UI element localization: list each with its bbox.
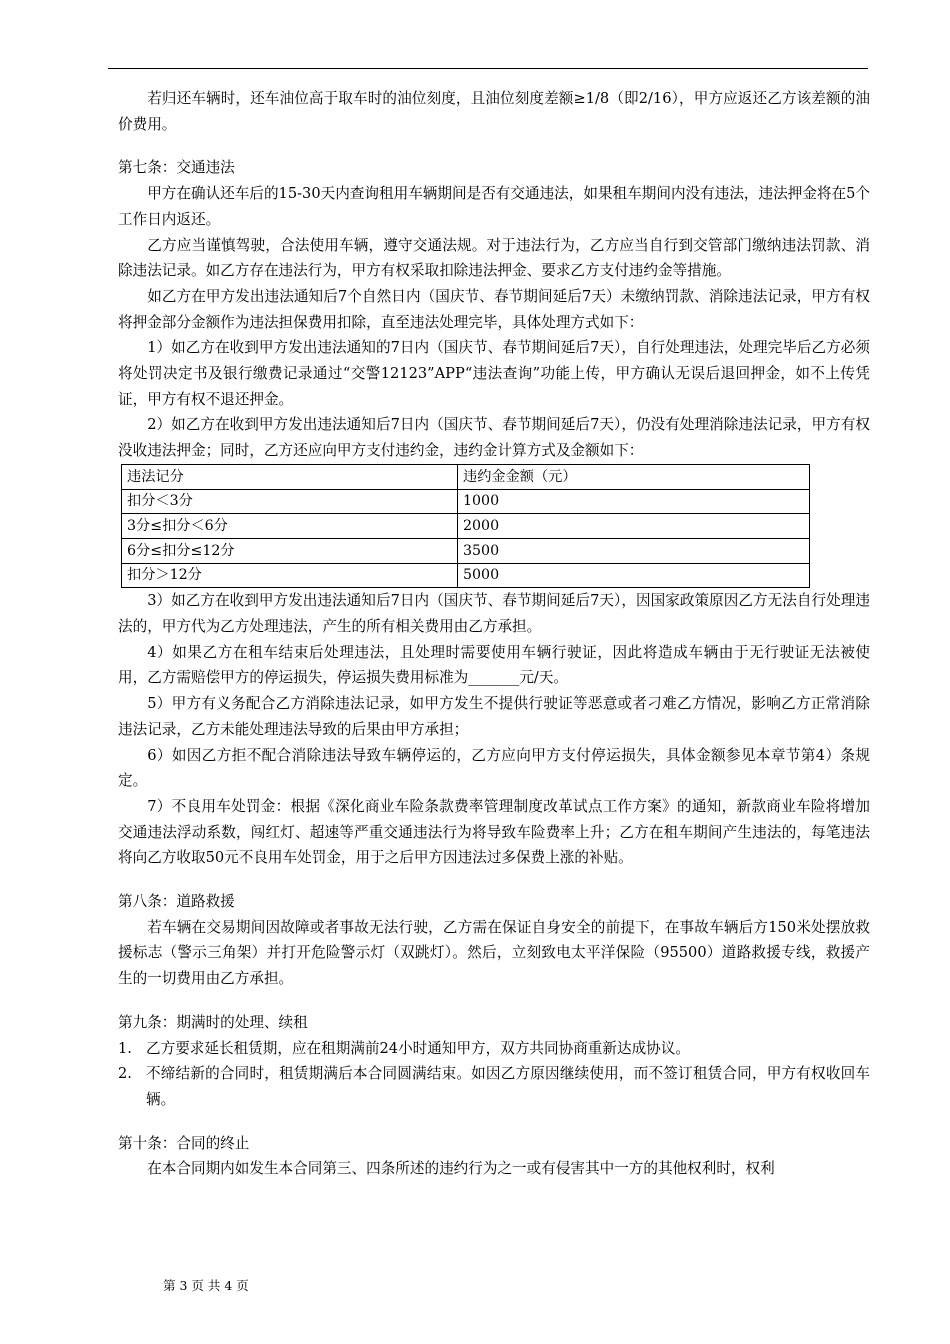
table-row — [122, 563, 810, 588]
section-7-item-4: 4）如果乙方在租车结束后处理违法，且处理时需要使用车辆行驶证，因此将造成车辆由于无行驶证无法被使用，乙方需赔偿甲方的停运损失，停运损失费用标准为_______元/天。 — [118, 643, 870, 687]
page-footer: 第 3 页 共 4 页 — [163, 1278, 249, 1293]
section-9-heading: 第九条：期满时的处理、续租 — [118, 1013, 308, 1031]
section-10-heading: 第十条：合同的终止 — [118, 1134, 250, 1152]
table-row — [122, 489, 810, 514]
section-7-paragraph-2: 乙方应当谨慎驾驶，合法使用车辆，遵守交通法规。对于违法行为，乙方应当自行到交管部门缴纳违法罚款、消除违法记录。如乙方存在违法行为，甲方有权采取扣除违法押金、要求乙方支付违约金等措施。 — [118, 236, 870, 280]
section-7-item-6: 6）如因乙方拒不配合消除违法导致车辆停运的，乙方应向甲方支付停运损失，具体金额参见本章节第4）条规定。 — [118, 746, 870, 790]
list-item-number: 1. — [118, 1039, 132, 1057]
table-cell: 1000 — [458, 489, 810, 514]
section-7-heading: 第七条：交通违法 — [118, 159, 235, 177]
document-body — [118, 86, 870, 1182]
table-cell: 5000 — [458, 563, 810, 588]
table-cell: 扣分＞12分 — [122, 563, 458, 588]
list-item-number: 2. — [118, 1065, 132, 1083]
table-cell: 3分≤扣分＜6分 — [122, 514, 458, 539]
section-7-item-5: 5）甲方有义务配合乙方消除违法记录，如甲方发生不提供行驶证等恶意或者刁难乙方情况，影响乙方正常消除违法记录，乙方未能处理违法导致的后果由甲方承担； — [118, 695, 870, 738]
header-rule — [108, 68, 868, 69]
fuel-refund-paragraph: 若归还车辆时，还车油位高于取车时的油位刻度，且油位刻度差额≥1/8（即2/16），甲方应返还乙方该差额的油价费用。 — [118, 90, 870, 133]
section-7-item-3: 3）如乙方在收到甲方发出违法通知后7日内（国庆节、春节期间延后7天），因国家政策原因乙方无法自行处理违法的，甲方代为乙方处理违法，产生的所有相关费用由乙方承担。 — [118, 592, 870, 635]
section-7-item-2: 2）如乙方在收到甲方发出违法通知后7日内（国庆节、春节期间延后7天），仍没有处理消除违法记录，甲方有权没收违法押金；同时，乙方还应向甲方支付违约金，违约金计算方式及金额如下： — [118, 416, 870, 460]
section-8-heading: 第八条：道路救援 — [118, 893, 235, 911]
table-cell: 3500 — [458, 538, 810, 563]
section-10-paragraph-1: 在本合同期内如发生本合同第三、四条所述的违约行为之一或有侵害其中一方的其他权利时，权利 — [147, 1160, 775, 1178]
section-7-item-1: 1）如乙方在收到甲方发出违法通知的7日内（国庆节、春节期间延后7天），自行处理违法，处理完毕后乙方必须将处罚决定书及银行缴费记录通过“交警12123”APP“违法查询”功能上传，甲方确认无误后退回押金，如不上传凭证，甲方有权不退还押金。 — [118, 339, 870, 408]
table-cell: 2000 — [458, 514, 810, 539]
table-header-row — [122, 464, 810, 489]
list-item-text: 乙方要求延长租赁期，应在租期满前24小时通知甲方，双方共同协商重新达成协议。 — [146, 1039, 690, 1057]
table-header-cell: 违法记分 — [122, 464, 458, 489]
section-7-paragraph-3: 如乙方在甲方发出违法通知后7个自然日内（国庆节、春节期间延后7天）未缴纳罚款、消除违法记录，甲方有权将押金部分金额作为违法担保费用扣除，直至违法处理完毕，具体处理方式如下： — [118, 287, 870, 331]
list-item — [118, 1036, 870, 1062]
section-7-paragraph-1: 甲方在确认还车后的15-30天内查询租用车辆期间是否有交通违法，如果租车期间内没有违法，违法押金将在5个工作日内返还。 — [118, 185, 870, 228]
table-cell: 6分≤扣分≤12分 — [122, 538, 458, 563]
section-8-paragraph-1: 若车辆在交易期间因故障或者事故无法行驶，乙方需在保证自身安全的前提下，在事故车辆后方150米处摆放救援标志（警示三角架）并打开危险警示灯（双跳灯）。然后，立刻致电太平洋保险（95500）道路救援专线，救援产生的一切费用由乙方承担。 — [118, 918, 870, 988]
table-row — [122, 538, 810, 563]
list-item — [118, 1061, 870, 1112]
table-cell: 扣分＜3分 — [122, 489, 458, 514]
list-item-text: 不缔结新的合同时，租赁期满后本合同圆满结束。如因乙方原因继续使用，而不签订租赁合同，甲方有权收回车辆。 — [146, 1065, 870, 1108]
penalty-table — [121, 464, 810, 588]
table-header-cell: 违约金金额（元） — [458, 464, 810, 489]
table-row — [122, 514, 810, 539]
section-7-item-7: 7）不良用车处罚金：根据《深化商业车险条款费率管理制度改革试点工作方案》的通知，新款商业车险将增加交通违法浮动系数，闯红灯、超速等严重交通违法行为将导致车险费率上升；乙方在租车期间产生违法的，每笔违法将向乙方收取50元不良用车处罚金，用于之后甲方因违法过多保费上涨的补贴。 — [118, 797, 870, 867]
